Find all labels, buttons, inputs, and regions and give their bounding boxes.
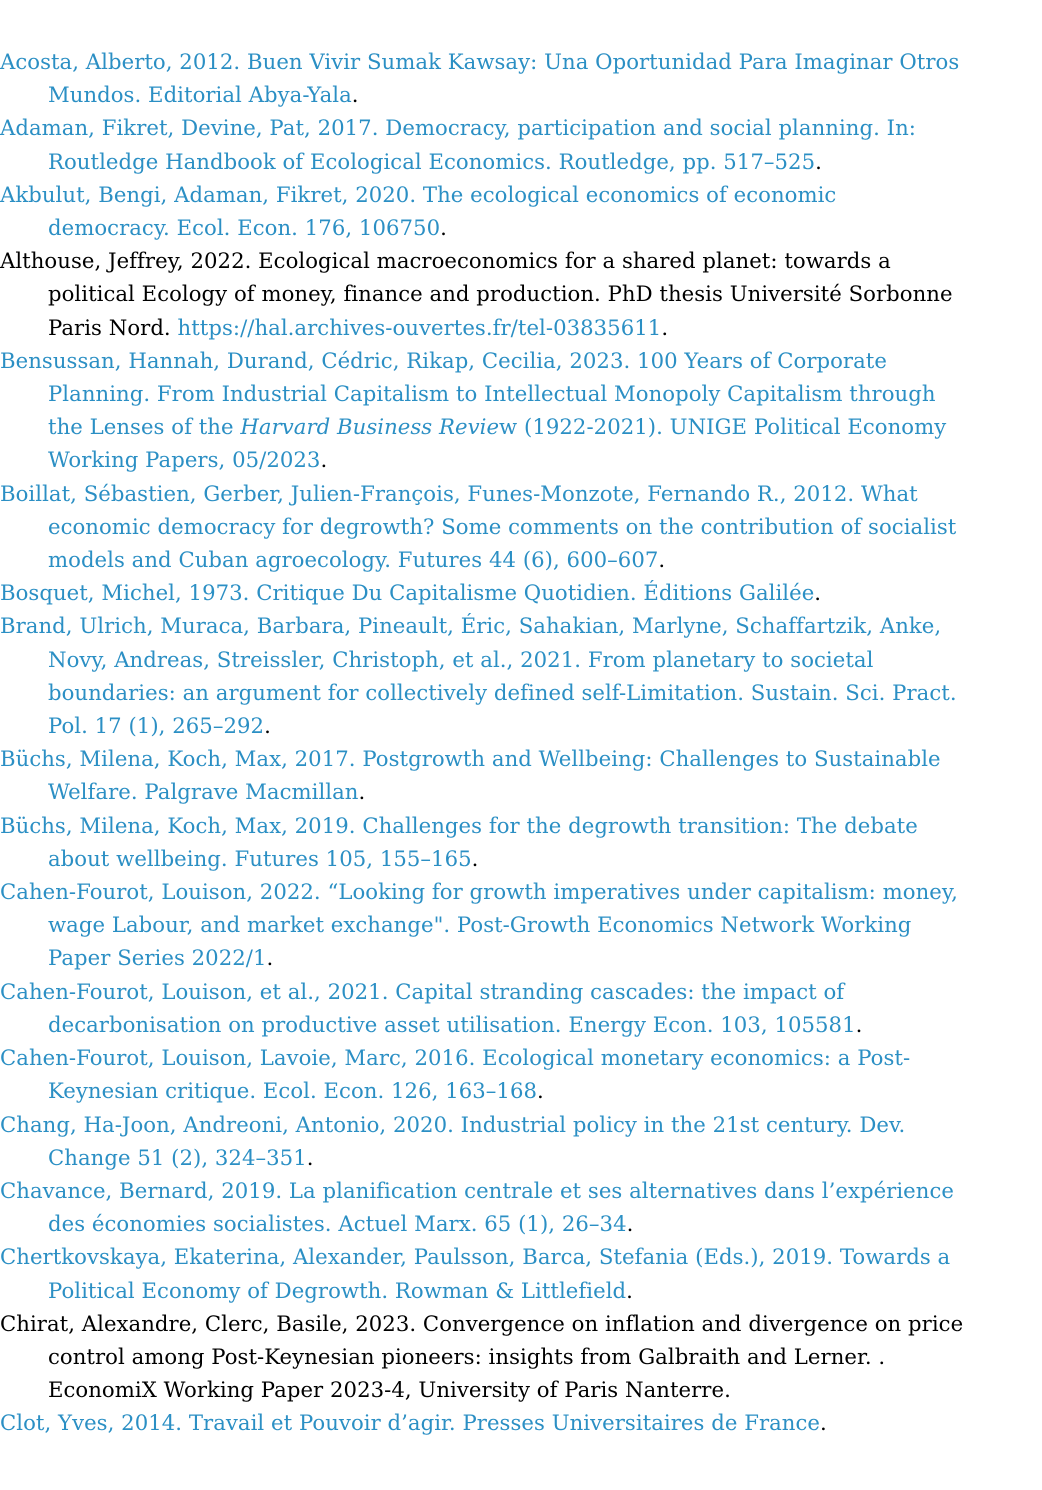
reference-line (0, 443, 1042, 476)
reference-text: . (855, 1011, 863, 1037)
reference-link-text[interactable]: Adaman, Fikret, Devine, Pat, 2017. Democracy, participation and social planning. In: (0, 115, 916, 141)
reference-text: control among Post-Keynesian pioneers: insights from Galbraith and Lerner. . (48, 1343, 886, 1369)
reference-line (0, 1008, 1042, 1041)
reference-line (0, 1340, 1042, 1373)
reference-line (0, 1274, 1042, 1307)
reference-line (0, 1373, 1042, 1406)
reference-entry-chang-andreoni-2020 (0, 1108, 1042, 1174)
reference-link-text[interactable]: Akbulut, Bengi, Adaman, Fikret, 2020. The ecological economics of economic (0, 181, 837, 207)
reference-line (0, 576, 1042, 609)
reference-link-text[interactable]: Cahen-Fourot, Louison, 2022. “Looking for growth imperatives under capitalism: money, (0, 879, 958, 905)
reference-link-text[interactable]: Working Papers, 05/2023 (48, 447, 321, 473)
reference-link-text[interactable]: Acosta, Alberto, 2012. Buen Vivir Sumak Kawsay: Una Oportunidad Para Imaginar Otros (0, 49, 960, 74)
reference-line (0, 908, 1042, 941)
reference-text: Althouse, Jeffrey, 2022. Ecological macroeconomics for a shared planet: towards a (0, 248, 891, 274)
reference-line (0, 45, 1042, 78)
reference-link-text[interactable]: Bosquet, Michel, 1973. Critique Du Capitalisme Quotidien. Éditions Galilée (0, 580, 815, 606)
reference-line (0, 643, 1042, 676)
reference-line (0, 742, 1042, 775)
reference-line (0, 975, 1042, 1008)
reference-link-text[interactable]: the Lenses of the (48, 414, 241, 440)
reference-entry-brand-2021 (0, 609, 1042, 742)
reference-line (0, 1240, 1042, 1273)
reference-line (0, 344, 1042, 377)
reference-line (0, 178, 1042, 211)
reference-link-text[interactable]: democracy. Ecol. Econ. 176, 106750 (48, 215, 441, 241)
url-link[interactable]: https://hal.archives-ouvertes.fr/tel-03835611 (177, 314, 662, 340)
reference-text: . (626, 1277, 633, 1303)
reference-link-text[interactable]: about wellbeing. Futures 105, 155–165 (48, 845, 472, 871)
reference-text: . (358, 779, 366, 805)
reference-text: . (264, 713, 271, 739)
reference-line (0, 78, 1042, 111)
reference-text: . (351, 82, 359, 108)
reference-line (0, 609, 1042, 642)
reference-link-text[interactable]: Cahen-Fourot, Louison, et al., 2021. Capital stranding cascades: the impact of (0, 978, 845, 1004)
reference-link-text[interactable]: Cahen-Fourot, Louison, Lavoie, Marc, 2016. Ecological monetary economics: a Post- (0, 1045, 911, 1071)
reference-text: EconomiX Working Paper 2023-4, University of Paris Nanterre. (48, 1377, 731, 1403)
reference-entry-boillat-2012 (0, 477, 1042, 577)
reference-text: . (661, 314, 669, 340)
reference-line (0, 775, 1042, 808)
reference-link-text[interactable]: Chavance, Bernard, 2019. La planification centrale et ses alternatives dans l’expérience (0, 1177, 954, 1203)
reference-entry-chirat-clerc-2023 (0, 1307, 1042, 1407)
reference-entry-chavance-2019 (0, 1174, 1042, 1240)
reference-text: Paris Nord. (48, 314, 178, 340)
reference-link-text[interactable]: w (1922-2021). UNIGE Political Economy (499, 414, 947, 440)
reference-text: . (658, 547, 666, 573)
reference-link-text[interactable]: Brand, Ulrich, Muraca, Barbara, Pineault, Éric, Sahakian, Marlyne, Schaffartzik, Anke, (0, 613, 942, 639)
reference-link-text[interactable]: Clot, Yves, 2014. Travail et Pouvoir d’agir. Presses Universitaires de France (0, 1410, 821, 1436)
reference-entry-cahen-fourot-lavoie-2016 (0, 1041, 1042, 1107)
reference-line (0, 1141, 1042, 1174)
reference-entry-bensussan-2023 (0, 344, 1042, 477)
reference-line (0, 111, 1042, 144)
reference-entry-adaman-devine-2017 (0, 111, 1042, 177)
reference-line (0, 1207, 1042, 1240)
reference-entry-cahen-fourot-2022 (0, 875, 1042, 975)
reference-link-text[interactable]: Chang, Ha-Joon, Andreoni, Antonio, 2020. Industrial policy in the 21st century. Dev. (0, 1111, 906, 1137)
reference-line (0, 311, 1042, 344)
reference-list (0, 45, 1042, 1440)
reference-link-text[interactable]: Büchs, Milena, Koch, Max, 2017. Postgrowth and Wellbeing: Challenges to Sustainable (0, 746, 941, 772)
reference-link-text[interactable]: Paper Series 2022/1 (48, 945, 267, 971)
reference-line (0, 377, 1042, 410)
reference-entry-chertkovskaya-2019 (0, 1240, 1042, 1306)
reference-line (0, 1074, 1042, 1107)
reference-link-text[interactable]: Bensussan, Hannah, Durand, Cédric, Rikap, Cecilia, 2023. 100 Years of Corporate (0, 347, 887, 373)
reference-text: . (537, 1078, 544, 1104)
reference-entry-akbulut-adaman-2020 (0, 178, 1042, 244)
reference-link-text[interactable]: wage Labour, and market exchange". Post-Growth Economics Network Working (48, 912, 912, 938)
reference-link-text[interactable]: Planning. From Industrial Capitalism to Intellectual Monopoly Capitalism through (48, 381, 936, 407)
reference-line (0, 1041, 1042, 1074)
reference-line (0, 875, 1042, 908)
reference-line (0, 1108, 1042, 1141)
reference-text: . (320, 447, 328, 473)
reference-entry-clot-2014 (0, 1406, 1042, 1439)
reference-link-text[interactable]: Pol. 17 (1), 265–292 (48, 713, 265, 739)
reference-text: . (471, 845, 479, 871)
reference-text: . (266, 945, 274, 971)
reference-text: Chirat, Alexandre, Clerc, Basile, 2023. Convergence on inflation and divergence on price (0, 1310, 964, 1336)
reference-line (0, 477, 1042, 510)
reference-text: political Ecology of money, finance and production. PhD thesis Université Sorbonne (48, 281, 953, 307)
reference-line (0, 145, 1042, 178)
reference-line (0, 410, 1042, 443)
reference-entry-buchs-koch-2017 (0, 742, 1042, 808)
reference-entry-acosta-2012 (0, 45, 1042, 111)
reference-link-text[interactable]: economic democracy for degrowth? Some comments on the contribution of socialist (48, 513, 957, 539)
reference-text: . (440, 215, 447, 241)
reference-entry-buchs-koch-2019 (0, 809, 1042, 875)
reference-line (0, 244, 1042, 277)
reference-line (0, 1307, 1042, 1340)
reference-text: . (306, 1144, 314, 1170)
reference-link-text[interactable]: Büchs, Milena, Koch, Max, 2019. Challenges for the degrowth transition: The debate (0, 812, 918, 838)
reference-line (0, 211, 1042, 244)
reference-line (0, 676, 1042, 709)
reference-link-text[interactable]: Keynesian critique. Ecol. Econ. 126, 163–168 (48, 1078, 538, 1104)
reference-text: . (815, 148, 822, 174)
reference-link-text[interactable]: Change 51 (2), 324–351 (48, 1144, 307, 1170)
reference-text: . (626, 1211, 634, 1237)
reference-entry-bosquet-1973 (0, 576, 1042, 609)
reference-link-text[interactable]: Routledge Handbook of Ecological Economics. Routledge, pp. 517–525 (48, 148, 816, 174)
reference-line (0, 510, 1042, 543)
reference-link-text[interactable]: Mundos. Editorial Abya-Yala (48, 82, 352, 108)
reference-link-text[interactable]: decarbonisation on productive asset utilisation. Energy Econ. 103, 105581 (48, 1011, 856, 1037)
reference-line (0, 941, 1042, 974)
reference-line (0, 1174, 1042, 1207)
reference-link-text[interactable]: models and Cuban agroecology. Futures 44 (6), 600–607 (48, 547, 659, 573)
reference-line (0, 842, 1042, 875)
reference-link-text[interactable]: boundaries: an argument for collectively defined self-Limitation. Sustain. Sci. Pract. (48, 679, 957, 705)
reference-line (0, 1406, 1042, 1439)
reference-line (0, 709, 1042, 742)
reference-link-text[interactable]: Chertkovskaya, Ekaterina, Alexander, Paulsson, Barca, Stefania (Eds.), 2019. Towards a (0, 1244, 951, 1270)
reference-line (0, 809, 1042, 842)
reference-line (0, 543, 1042, 576)
reference-entry-cahen-fourot-2021 (0, 975, 1042, 1041)
reference-link-text[interactable]: Welfare. Palgrave Macmillan (48, 779, 359, 805)
reference-link-text[interactable]: des économies socialistes. Actuel Marx. 65 (1), 26–34 (48, 1211, 627, 1237)
reference-link-text[interactable]: Boillat, Sébastien, Gerber, Julien-François, Funes-Monzote, Fernando R., 2012. What (0, 480, 918, 506)
reference-line (0, 277, 1042, 310)
reference-text: . (814, 580, 822, 606)
reference-entry-althouse-2022 (0, 244, 1042, 344)
reference-text: . (820, 1410, 827, 1436)
reference-link-text[interactable]: Political Economy of Degrowth. Rowman & Littlefield (48, 1277, 627, 1303)
reference-link-text[interactable]: Harvard Business Revie (240, 414, 500, 440)
reference-link-text[interactable]: Novy, Andreas, Streissler, Christoph, et al., 2021. From planetary to societal (48, 646, 874, 672)
